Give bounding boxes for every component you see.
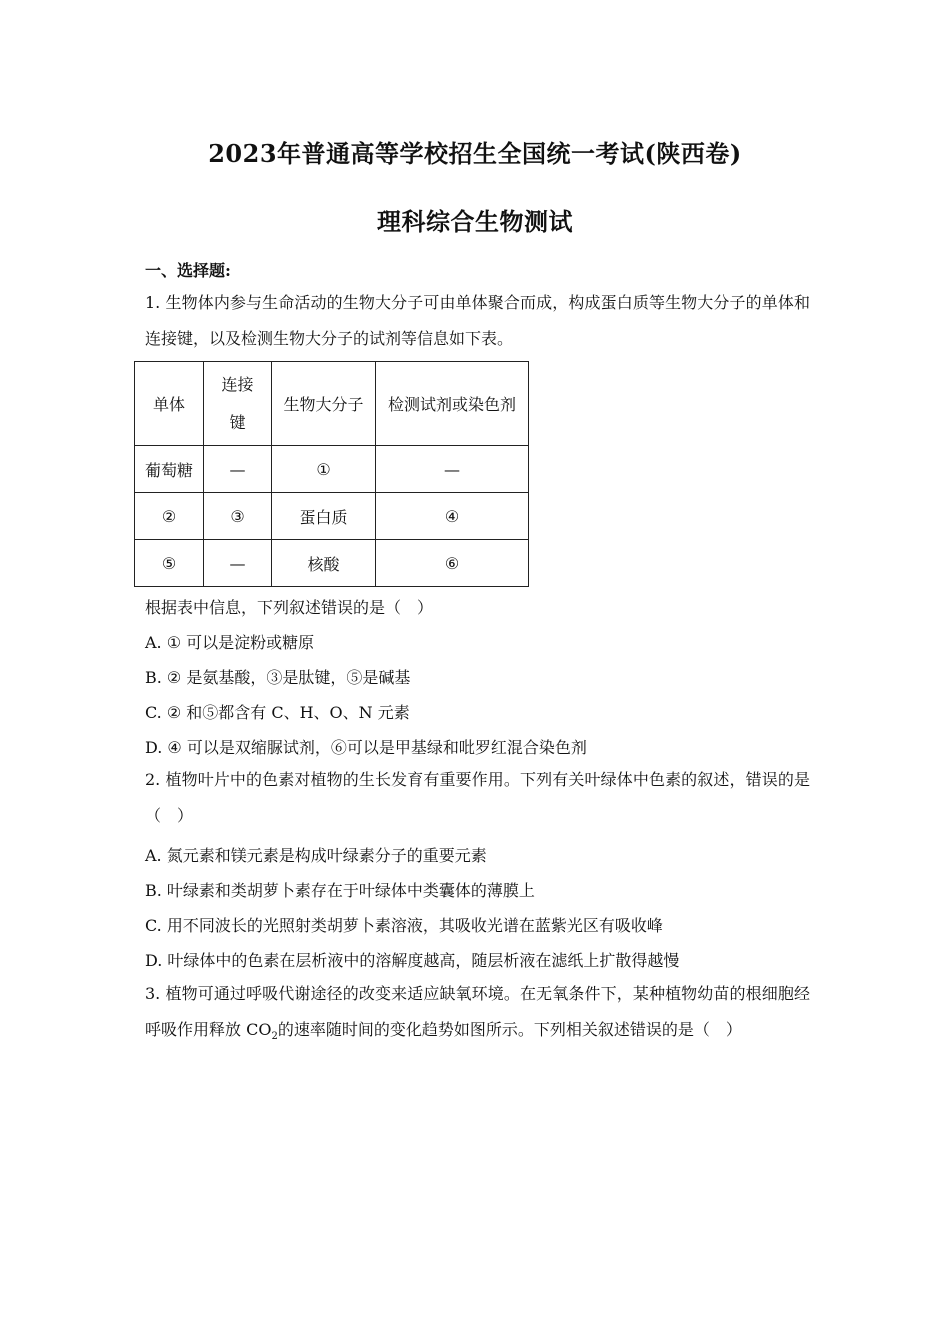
table-header-text: 连接键: [221, 374, 254, 432]
table-cell: —: [376, 446, 529, 493]
table-header-cell: 生物大分子: [272, 362, 376, 446]
exam-title: 2023年普通高等学校招生全国统一考试(陕西卷): [208, 139, 742, 168]
section-heading: 一、选择题:: [145, 261, 231, 280]
q1-option-a: A. ① 可以是淀粉或糖原: [145, 633, 315, 652]
table-header-cell: 检测试剂或染色剂: [376, 362, 529, 446]
table-cell: —: [204, 540, 272, 587]
table-cell: 蛋白质: [272, 493, 376, 540]
monomer-table: [134, 361, 529, 587]
co2-subscript: 2: [271, 1031, 278, 1043]
q2-option-a: A. 氮元素和镁元素是构成叶绿素分子的重要元素: [145, 846, 487, 865]
table-row: [135, 446, 529, 493]
q1-prompt: 根据表中信息，下列叙述错误的是（ ）: [145, 598, 434, 617]
table-cell: ④: [376, 493, 529, 540]
q2-option-d: D. 叶绿体中的色素在层析液中的溶解度越高，随层析液在滤纸上扩散得越慢: [145, 951, 680, 970]
table-cell: ⑥: [376, 540, 529, 587]
q2-option-b: B. 叶绿素和类胡萝卜素存在于叶绿体中类囊体的薄膜上: [145, 881, 535, 900]
q3-stem-text-end: 的速率随时间的变化趋势如图所示。下列相关叙述错误的是（ ）: [277, 1020, 742, 1039]
exam-subtitle: 理科综合生物测试: [377, 207, 573, 236]
table-header-cell: 单体: [135, 362, 204, 446]
table-cell: 葡萄糖: [135, 446, 204, 493]
q1-option-b: B. ② 是氨基酸，③是肽键，⑤是碱基: [145, 668, 411, 687]
table-cell: —: [204, 446, 272, 493]
q3-stem-text: 3. 植物可通过呼吸代谢途径的改变来适应缺氧环境。在无氧条件下，某种植物幼苗的根细胞经呼吸作用释放 CO: [145, 984, 810, 1039]
table-cell: ⑤: [135, 540, 204, 587]
table-header-cell: [204, 362, 272, 446]
table-row: [135, 493, 529, 540]
table-header-row: [135, 362, 529, 446]
table-cell: ①: [272, 446, 376, 493]
q2-option-c: C. 用不同波长的光照射类胡萝卜素溶液，其吸收光谱在蓝紫光区有吸收峰: [145, 916, 663, 935]
q1-option-d: D. ④ 可以是双缩脲试剂，⑥可以是甲基绿和吡罗红混合染色剂: [145, 738, 587, 757]
table-cell: ③: [204, 493, 272, 540]
q1-stem: 1. 生物体内参与生命活动的生物大分子可由单体聚合而成，构成蛋白质等生物大分子的单体和连接键，以及检测生物大分子的试剂等信息如下表。: [145, 293, 810, 348]
q1-option-c: C. ② 和⑤都含有 C、H、O、N 元素: [145, 703, 410, 722]
table-cell: 核酸: [272, 540, 376, 587]
q2-stem: 2. 植物叶片中的色素对植物的生长发育有重要作用。下列有关叶绿体中色素的叙述，错误的是（ ）: [145, 770, 810, 825]
q3-stem: [145, 976, 810, 1055]
table-row: [135, 540, 529, 587]
table-cell: ②: [135, 493, 204, 540]
